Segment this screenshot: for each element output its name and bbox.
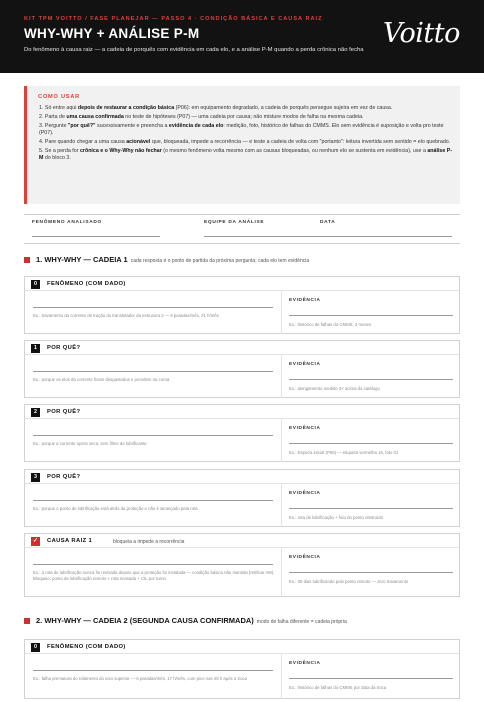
card-sublabel: bloqueia a impede a recorrência — [113, 538, 185, 545]
how-to-use-box — [24, 86, 460, 204]
example-text: Ex.: porque a corrente opera seca, sem filme de lubrificante — [33, 441, 147, 446]
evidence-example: Ex.: alongamento medido 3× acima do catálogo — [289, 386, 380, 391]
card-label: POR QUÊ? — [47, 474, 81, 480]
evidence-input[interactable] — [289, 315, 453, 316]
chain-2-title: 2. WHY-WHY — CADEIA 2 (SEGUNDA CAUSA CONFIRMADA) — [36, 616, 254, 625]
chain-1-note: cada resposta é o ponto de partida da próxima pergunta; cada elo tem evidência — [130, 258, 310, 264]
evidence-input[interactable] — [289, 572, 453, 573]
analysis-meta-row — [24, 214, 460, 244]
section-marker — [24, 257, 30, 263]
checkmark-icon: ✓ — [32, 538, 39, 544]
voitto-logo: Voitto — [383, 18, 460, 49]
evidence-input[interactable] — [289, 379, 453, 380]
why-card-1 — [24, 340, 460, 398]
card-label: CAUSA RAIZ 1 — [47, 538, 93, 544]
answer-input[interactable] — [33, 435, 273, 436]
step-number: 0 — [31, 643, 40, 652]
team-field-group — [204, 220, 264, 225]
answer-input[interactable] — [33, 371, 273, 372]
example-text: Ex.: porque os elos da corrente ficam desgastados e prendem na coroa — [33, 377, 170, 382]
section-marker — [24, 618, 30, 624]
page-header — [0, 0, 484, 73]
how-to-step: 2. Parta de uma causa confirmada no teste de hipóteses (P07) — uma cadeia por causa; não misture modos de falha na mesma cadeia. — [39, 113, 364, 120]
how-to-step: 1. Só entre aqui depois de restaurar a condição básica (P06): em equipamento degradado, a cadeia de porquês persegue sujeira em vez de causa. — [39, 105, 393, 111]
evidence-label: EVIDÊNCIA — [289, 661, 321, 666]
date-field-group — [320, 220, 335, 225]
kit-kicker: KIT TPM VOITTO / FASE PLANEJAR — PASSO 4 · CONDIÇÃO BÁSICA E CAUSA RAIZ — [24, 16, 323, 22]
evidence-example: Ex.: histórico de falhas do CMMS, 3 meses — [289, 322, 372, 327]
example-text: Ex.: a rota de lubrificação nunca foi revisada depois que a proteção foi instalada — condição básica não mantida (retificar AM). Bloqueio: ponto de lubrificação remoto + rota revisada + CIL por turno — [33, 570, 275, 582]
card-label: FENÔMENO (COM DADO) — [47, 281, 126, 287]
date-input[interactable] — [320, 236, 452, 237]
evidence-label: EVIDÊNCIA — [289, 362, 321, 367]
why-card-2 — [24, 404, 460, 462]
why-card-phenomenon — [24, 276, 460, 334]
how-to-step: 3. Pergunte "por quê?" sucessivamente e preencha a evidência de cada elo: medição, foto, histórico de falhas do CMMS. Elo sem evidência é suposição e volta pro teste (P07). — [39, 122, 444, 137]
chain-1-title: 1. WHY-WHY — CADEIA 1 — [36, 255, 128, 264]
how-to-step: 4. Pare quando chegar a uma causa acionável que, bloqueada, impede a recorrência — e teste a cadeia de volta com "portanto": leitura invertida sem sentido = elo quebrado. — [39, 138, 451, 145]
evidence-input[interactable] — [289, 508, 453, 509]
evidence-label: EVIDÊNCIA — [289, 555, 321, 560]
team-label: EQUIPE DA ANÁLISE — [204, 220, 265, 225]
phenomenon-input[interactable] — [32, 236, 160, 237]
example-text: Ex.: porque o ponto de lubrificação está atrás da proteção e não é alcançado pela rota — [33, 506, 198, 511]
page-subtitle: Do fenômeno à causa raiz — a cadeia de porquês com evidência em cada elo, e a análise P-M quando a perda crônica não fecha — [24, 47, 364, 53]
card-label: POR QUÊ? — [47, 345, 81, 351]
answer-input[interactable] — [33, 500, 273, 501]
evidence-input[interactable] — [289, 678, 453, 679]
root-cause-input[interactable] — [33, 564, 273, 565]
evidence-example: Ex.: limpeza inicial (P06) — etiqueta vermelha 15, foto 01 — [289, 450, 399, 455]
step-number: 1 — [31, 344, 40, 353]
phenomenon-label: FENÔMENO ANALISADO — [32, 220, 102, 225]
team-input[interactable] — [204, 236, 332, 237]
evidence-example: Ex.: 30 dias lubrificando pelo ponto remoto — zero travamento — [289, 579, 409, 584]
how-to-step: 5. Se a perda for crônica e o Why-Why não fechar (o mesmo fenômeno volta mesmo com as causas bloqueadas, ou nenhum elo se sustenta em evidência), use a análise P-M do bloco 3. — [39, 147, 453, 162]
card-label: FENÔMENO (COM DADO) — [47, 644, 126, 650]
evidence-example: Ex.: rota de lubrificação + foto do ponto obstruído — [289, 515, 383, 520]
date-label: DATA — [320, 220, 336, 225]
root-cause-card — [24, 533, 460, 597]
card-label: POR QUÊ? — [47, 409, 81, 415]
why-card-phenomenon-chain-2 — [24, 639, 460, 699]
answer-input[interactable] — [33, 307, 273, 308]
step-number: 0 — [31, 280, 40, 289]
example-text: Ex.: falha prematura do rolamento do eixo superior — 6 paradas/mês, 17 h/mês, com pico nas 48 h após a troca — [33, 676, 248, 681]
chain-2-note: modo de falha diferente = cadeia própria — [256, 619, 347, 625]
step-number: 2 — [31, 408, 40, 417]
evidence-label: EVIDÊNCIA — [289, 491, 321, 496]
evidence-input[interactable] — [289, 443, 453, 444]
evidence-label: EVIDÊNCIA — [289, 298, 321, 303]
page-title: WHY-WHY + ANÁLISE P-M — [24, 26, 200, 41]
how-to-use-list — [39, 105, 453, 164]
evidence-label: EVIDÊNCIA — [289, 426, 321, 431]
how-to-use-title: COMO USAR — [38, 94, 81, 100]
why-card-3 — [24, 469, 460, 527]
evidence-example: Ex.: histórico de falhas do CMMS por data da troca — [289, 685, 387, 690]
phenomenon-field-group — [32, 220, 102, 225]
answer-input[interactable] — [33, 670, 273, 671]
step-number: 3 — [31, 473, 40, 482]
example-text: Ex.: travamento da corrente de tração do transletador da estrusora 2 — 6 paradas/mês, 21 h/mês — [33, 313, 219, 318]
